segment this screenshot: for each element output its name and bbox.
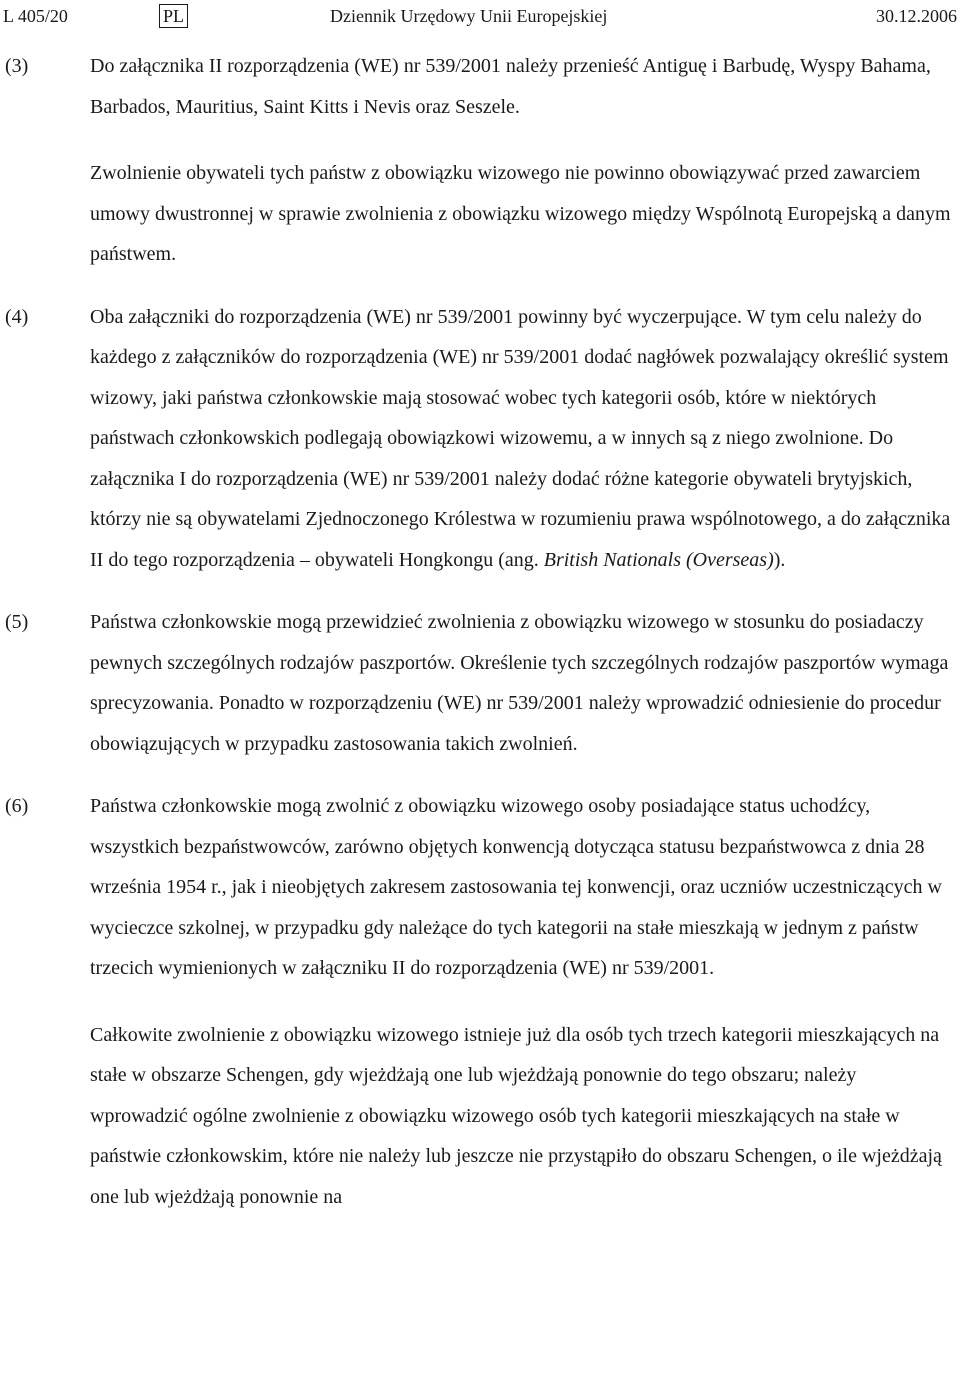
recital-4 [0, 297, 960, 581]
recital-3 [0, 46, 960, 127]
recital-number: (5) [5, 611, 29, 633]
recital-6 [0, 786, 960, 989]
recital-number: (4) [5, 305, 29, 328]
recital-text: Całkowite zwolnienie z obowiązku wizowego istnieje już dla osób tych trzech kategorii mieszkających na stałe w obszarze Schengen, gdy wjeżdżają one lub wjeżdżają ponownie do tego obszaru; należy wprowadzić ogólne zwolnienie z obowiązku wizowego osób tych kategorii mieszkających na stałe w państwie członkowskim, które nie należy lub jeszcze nie przystąpiło do obszaru Schengen, o ile wjeżdżają one lub wjeżdżają ponownie na [90, 1023, 942, 1208]
recital-text: Do załącznika II rozporządzenia (WE) nr 539/2001 należy przenieść Antiguę i Barbudę, Wyspy Bahama, Barbados, Mauritius, Saint Kitts i Nevis oraz Seszele. [90, 55, 931, 118]
journal-title: Dziennik Urzędowy Unii Europejskiej [330, 6, 608, 26]
page-reference: L 405/20 [3, 6, 68, 26]
recital-6-continuation [0, 1015, 960, 1218]
recital-text-italic: British Nationals (Overseas) [543, 548, 774, 571]
recital-text [90, 297, 954, 581]
recital-text: Państwa członkowskie mogą przewidzieć zwolnienia z obowiązku wizowego w stosunku do posiadaczy pewnych szczególnych rodzajów paszportów. Określenie tych szczególnych rodzajów paszportów wymaga sprecyzowania. Ponadto w rozporządzeniu (WE) nr 539/2001 należy wprowadzić odniesienie do procedur obowiązujących w przypadku zastosowania takich zwolnień. [90, 611, 949, 755]
page-header [0, 3, 960, 29]
recital-3-continuation [0, 153, 960, 275]
publication-date: 30.12.2006 [876, 6, 957, 26]
recital-number: (3) [5, 55, 29, 77]
recital-text: Zwolnienie obywateli tych państw z obowiązku wizowego nie powinno obowiązywać przed zawarciem umowy dwustronnej w sprawie zwolnienia z obowiązku wizowego między Wspólnotą Europejską a danym państwem. [90, 162, 951, 265]
document-body [0, 46, 960, 1217]
recital-text: Państwa członkowskie mogą zwolnić z obowiązku wizowego osoby posiadające status uchodźcy, wszystkich bezpaństwowców, zarówno objętych konwencją dotycząca statusu bezpaństwowca z dnia 28 września 1954 r., jak i nieobjętych zakresem zastosowania tej konwencji, oraz uczniów uczestniczących w wycieczce szkolnej, w przypadku gdy należące do tych kategorii na stałe mieszkają w jednym z państw trzecich wymienionych w załączniku II do rozporządzenia (WE) nr 539/2001. [90, 795, 942, 979]
recital-text-main: Oba załączniki do rozporządzenia (WE) nr 539/2001 powinny być wyczerpujące. W tym celu należy do każdego z załączników do rozporządzenia (WE) nr 539/2001 dodać nagłówek pozwalający określić system wizowy, jaki państwa członkowskie mają stosować wobec tych kategorii osób, które w niektórych państwach członkowskich podlegają obowiązkowi wizowemu, a w innych są z niego zwolnione. Do załącznika I do rozporządzenia (WE) nr 539/2001 należy dodać różne kategorie obywateli brytyjskich, którzy nie są obywatelami Zjednoczonego Królestwa w rozumieniu prawa wspólnotowego, a do załącznika II do tego rozporządzenia – obywateli Hongkongu (ang. [90, 305, 951, 571]
recital-5 [0, 602, 960, 764]
language-code: PL [159, 4, 188, 28]
recital-number: (6) [5, 795, 29, 817]
recital-text-end: ). [773, 548, 786, 571]
